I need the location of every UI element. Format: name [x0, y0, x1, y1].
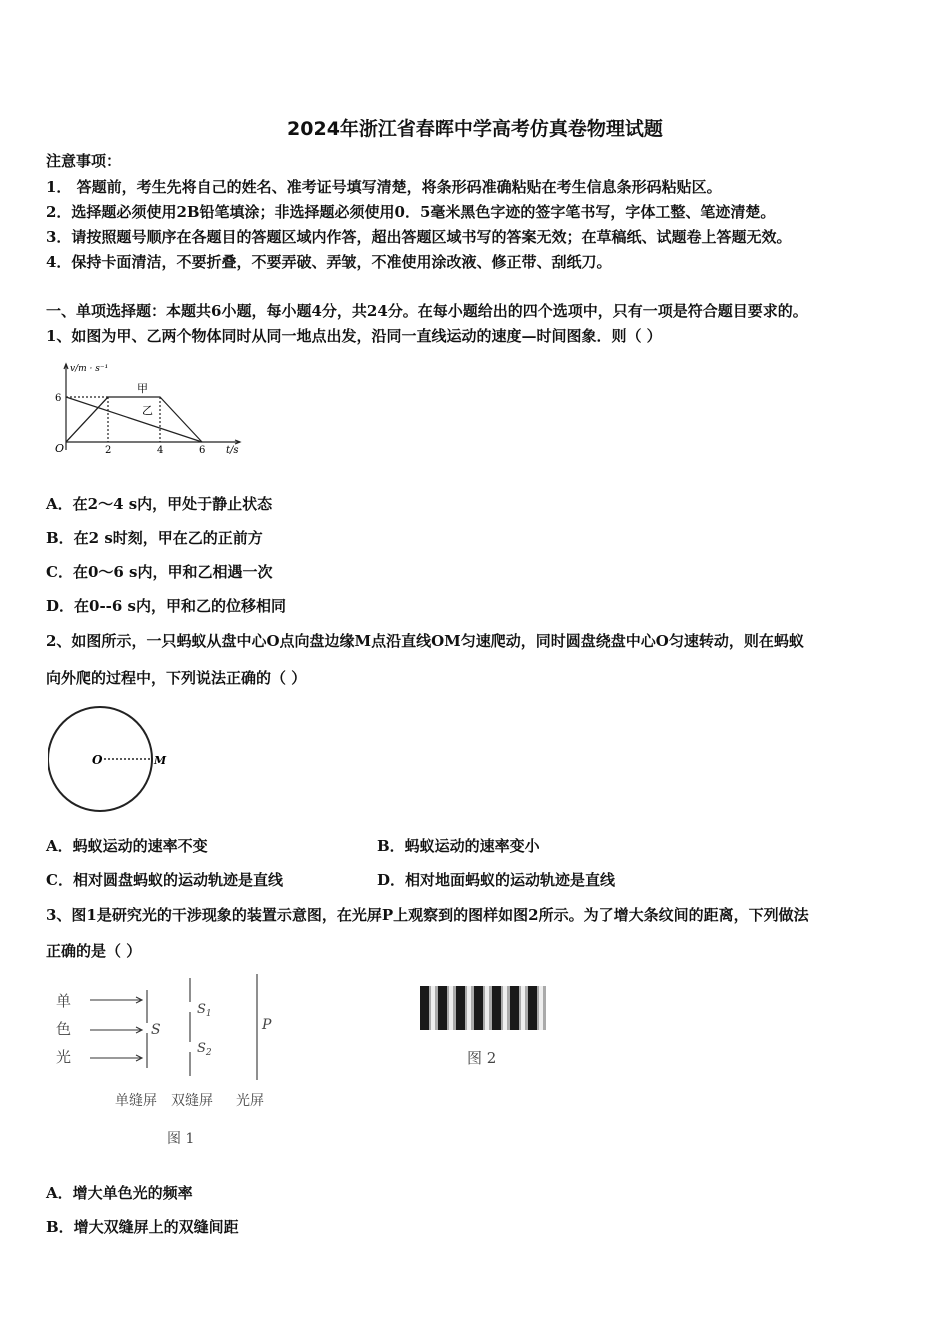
svg-text:S1: [197, 1002, 212, 1019]
graph-label-jia: 甲: [137, 382, 148, 395]
graph-tick-6x: 6: [199, 445, 206, 456]
q2-option-d: D．相对地面蚂蚁的运动轨迹是直线: [377, 871, 616, 889]
q2-stem-line1: 2、如图所示，一只蚂蚁从盘中心O点向盘边缘M点沿直线OM匀速爬动，同时圆盘绕盘中心O匀速转动，则在蚂蚁: [46, 632, 804, 650]
q2-disk-figure: [48, 703, 178, 815]
q1-option-b: B．在2 s时刻，甲在乙的正前方: [46, 529, 263, 547]
graph-label-yi: 乙: [142, 404, 153, 417]
fig1-label-double-slit: 双缝屏: [171, 1093, 213, 1109]
fig1-label-p: P: [262, 1017, 272, 1033]
q2-option-b: B．蚂蚁运动的速率变小: [377, 837, 540, 855]
svg-text:S2: [197, 1041, 212, 1058]
section-heading: 一、单项选择题：本题共6小题，每小题4分，共24分。在每小题给出的四个选项中，只有一项是符合题目要求的。: [46, 302, 808, 320]
graph-xlabel: t/s: [226, 445, 239, 456]
q1-option-c: C．在0～6 s内，甲和乙相遇一次: [46, 563, 273, 581]
notice-item-1: 1． 答题前，考生先将自己的姓名、准考证号填写清楚，将条形码准确粘贴在考生信息条形码粘贴区。: [46, 178, 722, 196]
fig1-caption: 图 1: [167, 1131, 195, 1147]
q3-fringe-pattern: [420, 986, 546, 1030]
fig1-light-3: 光: [56, 1048, 72, 1066]
disk-label-o: O: [92, 753, 103, 767]
q1-option-a: A．在2～4 s内，甲处于静止状态: [46, 495, 273, 513]
q1-option-d: D．在0--6 s内，甲和乙的位移相同: [46, 597, 287, 615]
fig1-label-screen: 光屏: [236, 1093, 264, 1109]
disk-label-m: M: [154, 754, 167, 767]
notice-item-2: 2．选择题必须使用2B铅笔填涂；非选择题必须使用0．5毫米黑色字迹的签字笔书写，字体工整、笔迹清楚。: [46, 203, 776, 221]
fig1-label-s2: S: [197, 1041, 206, 1056]
q3-option-b: B．增大双缝屏上的双缝间距: [46, 1218, 239, 1236]
q1-stem: 1、如图为甲、乙两个物体同时从同一地点出发，沿同一直线运动的速度—时间图象．则（ ）: [46, 327, 662, 345]
fig1-label-s1: S: [197, 1002, 206, 1017]
fig1-label-s2-sub: 2: [205, 1048, 212, 1058]
q2-stem-line2: 向外爬的过程中，下列说法正确的（ ）: [46, 669, 307, 687]
q3-option-a: A．增大单色光的频率: [46, 1184, 193, 1202]
fig1-label-s: S: [151, 1022, 161, 1038]
graph-tick-2: 2: [105, 445, 112, 456]
page-title: 2024年浙江省春晖中学高考仿真卷物理试题: [287, 118, 663, 140]
notice-heading: 注意事项：: [46, 152, 122, 170]
notice-item-3: 3．请按照题号顺序在各题目的答题区域内作答，超出答题区域书写的答案无效；在草稿纸、试题卷上答题无效。: [46, 228, 792, 246]
q3-figure-1: [50, 970, 290, 1150]
graph-origin: O: [55, 442, 65, 455]
graph-tick-6y: 6: [55, 393, 62, 404]
fig2-caption: 图 2: [467, 1049, 497, 1067]
q3-stem-line1: 3、图1是研究光的干涉现象的装置示意图，在光屏P上观察到的图样如图2所示。为了增大条纹间的距离，下列做法: [46, 906, 809, 924]
graph-ylabel: v/m · s⁻¹: [70, 364, 109, 374]
q3-stem-line2: 正确的是（ ）: [46, 942, 142, 960]
fig1-light-2: 色: [56, 1020, 72, 1038]
fig1-label-single-slit: 单缝屏: [115, 1093, 157, 1109]
notice-item-4: 4．保持卡面清洁，不要折叠，不要弄破、弄皱，不准使用涂改液、修正带、刮纸刀。: [46, 253, 612, 271]
fig1-label-s1-sub: 1: [205, 1009, 212, 1019]
q2-option-c: C．相对圆盘蚂蚁的运动轨迹是直线: [46, 871, 283, 889]
q2-option-a: A．蚂蚁运动的速率不变: [46, 837, 208, 855]
graph-tick-4: 4: [157, 445, 164, 456]
fig1-light-1: 单: [56, 992, 72, 1010]
q1-vt-graph: [52, 360, 247, 458]
